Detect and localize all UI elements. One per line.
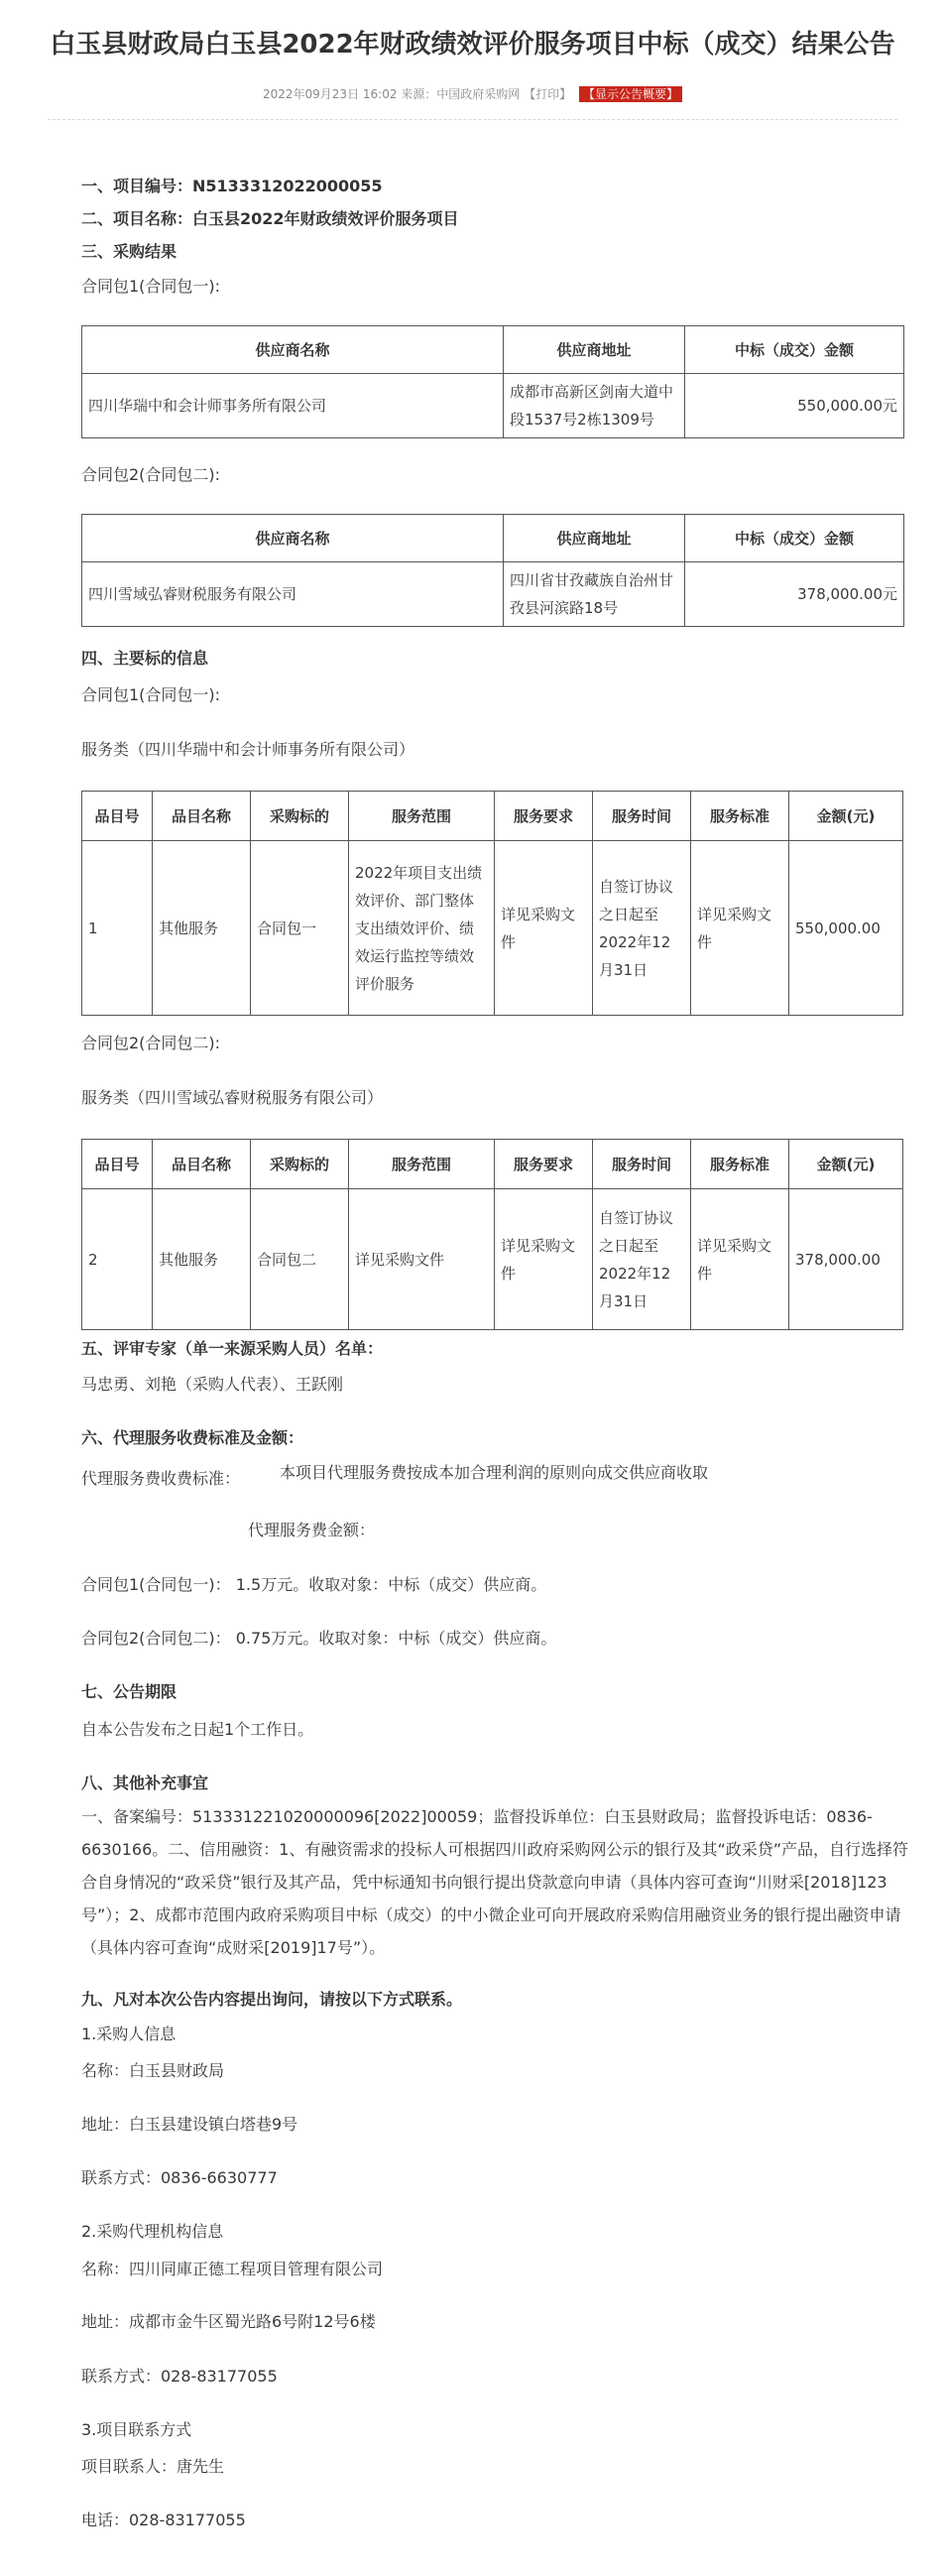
items-package2-label: 合同包2(合同包二): bbox=[81, 1034, 221, 1052]
header-supplier-name: 供应商名称 bbox=[82, 326, 504, 374]
fee-package2: 合同包2(合同包二)： 0.75万元。收取对象：中标（成交）供应商。 bbox=[81, 1629, 557, 1648]
buyer-address: 地址：白玉县建设镇白塔巷9号 bbox=[81, 2115, 298, 2134]
buyer-contact: 联系方式：0836-6630777 bbox=[81, 2168, 278, 2187]
header-supplier-name: 供应商名称 bbox=[82, 515, 504, 562]
item-scope: 2022年项目支出绩效评价、部门整体支出绩效评价、绩效运行监控等绩效评价服务 bbox=[349, 841, 495, 1016]
supplier-address: 成都市高新区剑南大道中段1537号2栋1309号 bbox=[504, 374, 685, 438]
bid-amount: 550,000.00元 bbox=[685, 374, 904, 438]
fee-package1: 合同包1(合同包一)： 1.5万元。收取对象：中标（成交）供应商。 bbox=[81, 1575, 547, 1594]
supplier-name: 四川华瑞中和会计师事务所有限公司 bbox=[82, 374, 504, 438]
item-name: 其他服务 bbox=[153, 841, 251, 1016]
header-item-name: 品目名称 bbox=[153, 1140, 251, 1189]
table-row bbox=[82, 841, 903, 1016]
section-heading-agency-fee: 六、代理服务收费标准及金额： bbox=[81, 1428, 304, 1447]
fee-standard-value: 本项目代理服务费按成本加合理利润的原则向成交供应商收取 bbox=[280, 1463, 709, 1482]
project-number-value: N5133312022000055 bbox=[192, 177, 383, 195]
header-requirement: 服务要求 bbox=[495, 792, 593, 841]
item-requirement: 详见采购文件 bbox=[495, 841, 593, 1016]
item-no: 1 bbox=[82, 841, 153, 1016]
header-standard: 服务标准 bbox=[691, 1140, 789, 1189]
project-name bbox=[81, 206, 459, 229]
item-time: 自签订协议之日起至2022年12月31日 bbox=[593, 1189, 691, 1330]
buyer-title: 1.采购人信息 bbox=[81, 2024, 177, 2043]
item-amount: 378,000.00 bbox=[789, 1189, 903, 1330]
supplier-address: 四川省甘孜藏族自治州甘孜县河滨路18号 bbox=[504, 562, 685, 627]
header-time: 服务时间 bbox=[593, 792, 691, 841]
item-standard: 详见采购文件 bbox=[691, 1189, 789, 1330]
header-amount: 金额(元) bbox=[789, 1140, 903, 1189]
expert-names: 马忠勇、刘艳（采购人代表）、王跃刚 bbox=[81, 1375, 344, 1394]
items-package1-category: 服务类（四川华瑞中和会计师事务所有限公司） bbox=[81, 740, 415, 759]
section-heading-items: 四、主要标的信息 bbox=[81, 649, 209, 668]
bid-amount: 378,000.00元 bbox=[685, 562, 904, 627]
section-heading-results: 三、采购结果 bbox=[81, 242, 177, 261]
buyer-name: 名称：白玉县财政局 bbox=[81, 2061, 225, 2080]
supplementary-text: 一、备案编号：513331221020000096[2022]00059；监督投诉单位：白玉县财政局；监督投诉电话：0836-6630166。二、信用融资：1、有融资需求的投标人可根据四川政府采购网公示的银行及其“政采贷”产品，自行选择符合自身情况的“政采贷”银行及其产品，凭中标通知书向银行提出贷款意向申请（具体内容可查询“川财采[2018]123号”）；2、成都市范围内政府采购项目中标（成交）的中小微企业可向开展政府采购信用融资业务的银行提出融资申请（具体内容可查询“成财采[2019]17号”）。 bbox=[81, 1807, 909, 1957]
section-heading-contact: 九、凡对本次公告内容提出询问，请按以下方式联系。 bbox=[81, 1990, 463, 2009]
package2-label: 合同包2(合同包二): bbox=[81, 465, 221, 484]
source-label: 来源：中国政府采购网 bbox=[401, 87, 521, 101]
agency-address: 地址：成都市金牛区蜀光路6号附12号6楼 bbox=[81, 2312, 376, 2331]
item-scope: 详见采购文件 bbox=[349, 1189, 495, 1330]
header-target: 采购标的 bbox=[251, 792, 349, 841]
publish-date: 2022年09月23日 16:02 bbox=[262, 87, 398, 101]
items-package2-category: 服务类（四川雪域弘睿财税服务有限公司） bbox=[81, 1088, 384, 1107]
page-title: 白玉县财政局白玉县2022年财政绩效评价服务项目中标（成交）结果公告 bbox=[50, 30, 895, 60]
items-table-package2 bbox=[81, 1139, 903, 1330]
header-requirement: 服务要求 bbox=[495, 1140, 593, 1189]
project-number-label: 一、项目编号： bbox=[81, 177, 193, 195]
header-scope: 服务范围 bbox=[349, 1140, 495, 1189]
header-item-no: 品目号 bbox=[82, 1140, 153, 1189]
supplier-name: 四川雪域弘睿财税服务有限公司 bbox=[82, 562, 504, 627]
section-heading-supplementary: 八、其他补充事宜 bbox=[81, 1774, 209, 1792]
item-target: 合同包一 bbox=[251, 841, 349, 1016]
items-package1-label: 合同包1(合同包一): bbox=[81, 685, 221, 704]
header-amount: 金额(元) bbox=[789, 792, 903, 841]
item-requirement: 详见采购文件 bbox=[495, 1189, 593, 1330]
project-contact-phone: 电话：028-83177055 bbox=[81, 2511, 246, 2529]
header-item-name: 品目名称 bbox=[153, 792, 251, 841]
result-table-package1 bbox=[81, 325, 904, 438]
result-table-package2 bbox=[81, 514, 904, 627]
package1-label: 合同包1(合同包一): bbox=[81, 277, 221, 296]
table-row bbox=[82, 1189, 903, 1330]
project-contact-title: 3.项目联系方式 bbox=[81, 2420, 192, 2439]
item-amount: 550,000.00 bbox=[789, 841, 903, 1016]
header-divider bbox=[48, 119, 897, 120]
print-link[interactable]: 【打印】 bbox=[524, 87, 572, 101]
item-standard: 详见采购文件 bbox=[691, 841, 789, 1016]
item-name: 其他服务 bbox=[153, 1189, 251, 1330]
fee-standard-label: 代理服务费收费标准： bbox=[81, 1469, 241, 1488]
header-item-no: 品目号 bbox=[82, 792, 153, 841]
header-scope: 服务范围 bbox=[349, 792, 495, 841]
show-summary-button[interactable]: 【显示公告概要】 bbox=[579, 86, 682, 102]
project-number bbox=[81, 174, 383, 196]
header-supplier-address: 供应商地址 bbox=[504, 326, 685, 374]
item-target: 合同包二 bbox=[251, 1189, 349, 1330]
article-meta bbox=[0, 85, 945, 102]
agency-contact: 联系方式：028-83177055 bbox=[81, 2367, 278, 2386]
header-supplier-address: 供应商地址 bbox=[504, 515, 685, 562]
header-bid-amount: 中标（成交）金额 bbox=[685, 326, 904, 374]
notice-period: 自本公告发布之日起1个工作日。 bbox=[81, 1720, 314, 1739]
header-standard: 服务标准 bbox=[691, 792, 789, 841]
fee-amount-label: 代理服务费金额： bbox=[248, 1521, 376, 1539]
table-row bbox=[82, 374, 904, 438]
header-target: 采购标的 bbox=[251, 1140, 349, 1189]
agency-name: 名称：四川同庫正德工程项目管理有限公司 bbox=[81, 2260, 384, 2278]
item-time: 自签订协议之日起至2022年12月31日 bbox=[593, 841, 691, 1016]
project-name-value: 白玉县2022年财政绩效评价服务项目 bbox=[192, 209, 459, 228]
section-heading-experts: 五、评审专家（单一来源采购人员）名单： bbox=[81, 1339, 384, 1358]
project-name-label: 二、项目名称： bbox=[81, 209, 193, 228]
agency-title: 2.采购代理机构信息 bbox=[81, 2222, 224, 2241]
project-contact-person: 项目联系人：唐先生 bbox=[81, 2457, 225, 2476]
section-heading-period: 七、公告期限 bbox=[81, 1682, 177, 1701]
items-table-package1 bbox=[81, 791, 903, 1016]
table-row bbox=[82, 562, 904, 627]
item-no: 2 bbox=[82, 1189, 153, 1330]
header-time: 服务时间 bbox=[593, 1140, 691, 1189]
header-bid-amount: 中标（成交）金额 bbox=[685, 515, 904, 562]
